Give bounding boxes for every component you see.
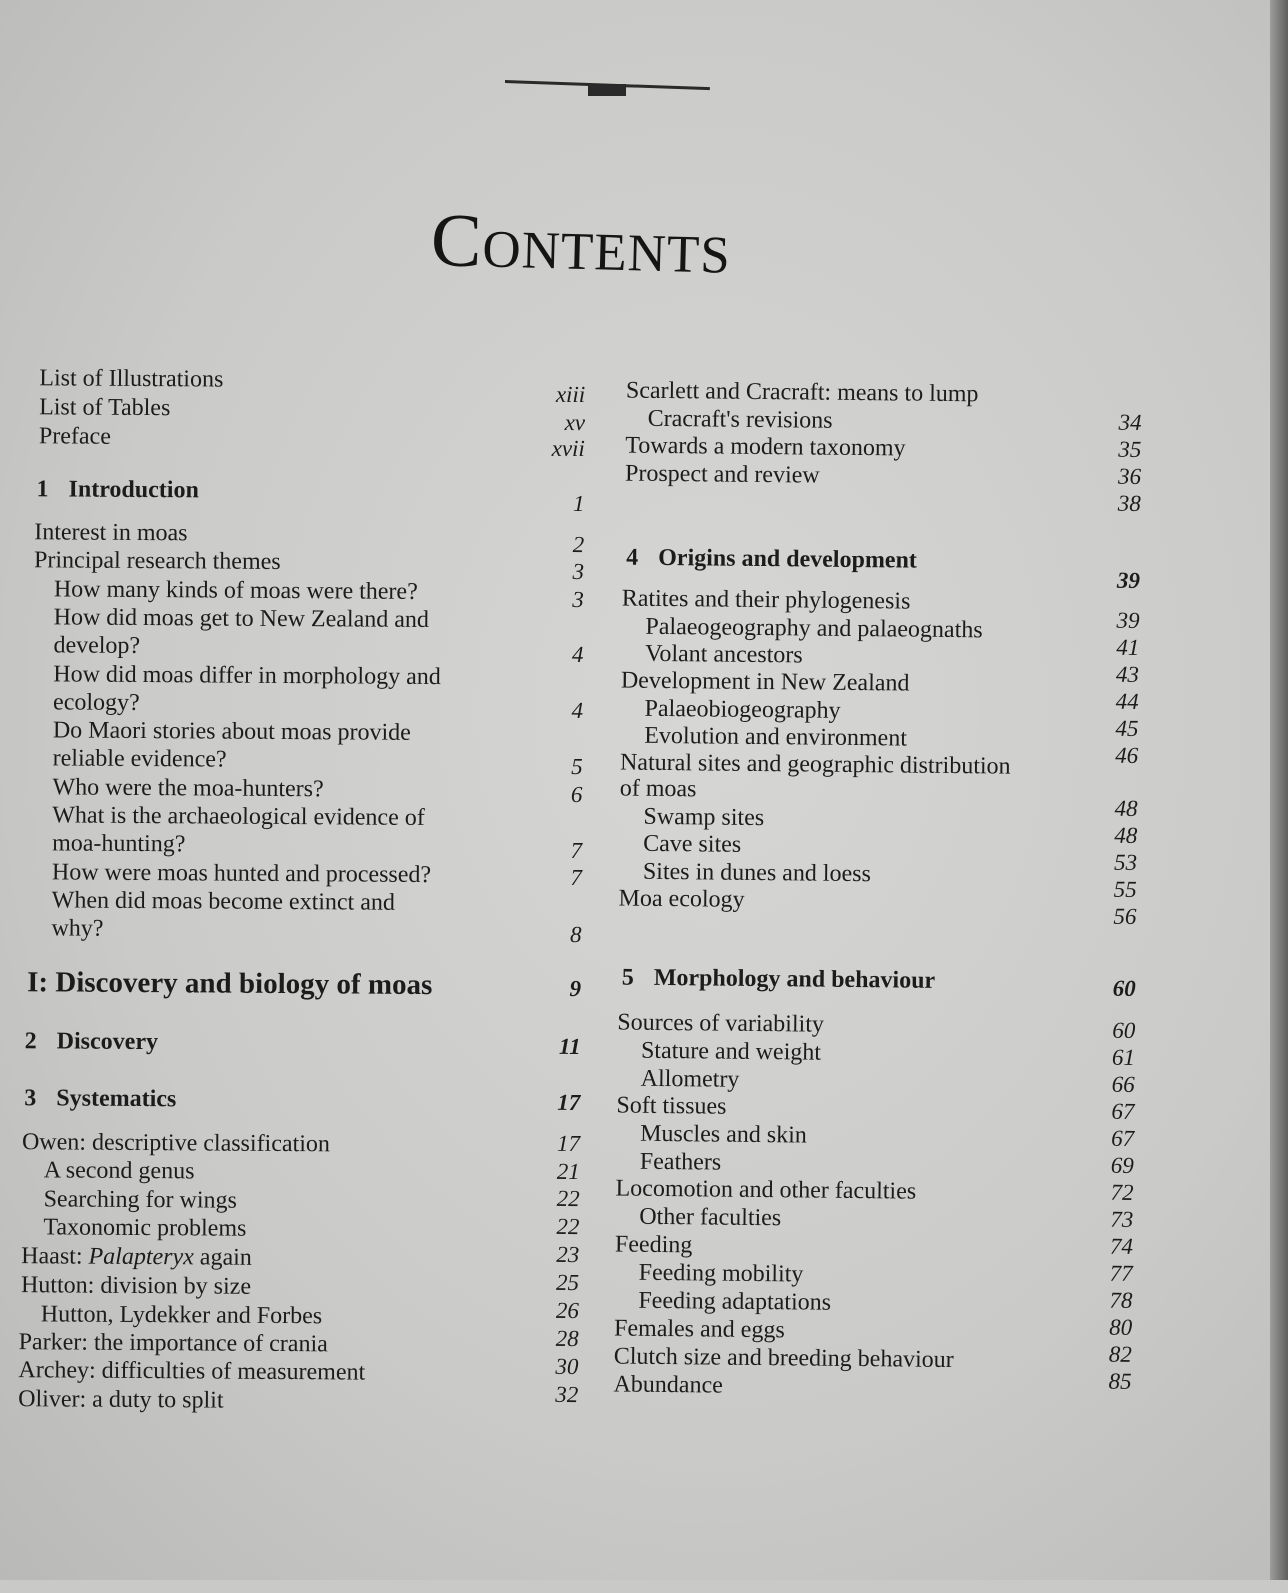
toc-entry: Owen: descriptive classification (21, 1129, 331, 1158)
toc-entry: Soft tissues (616, 1092, 727, 1120)
page-number: 4 (571, 642, 584, 668)
chapter-heading (626, 545, 917, 575)
toc-entry: Prospect and review (624, 460, 820, 489)
toc-subentry: Who were the moa-hunters? (52, 774, 324, 803)
page-number: 3 (572, 559, 585, 585)
toc-entry: Towards a modern taxonomy (625, 432, 906, 462)
page-number: 38 (1117, 490, 1141, 516)
chapter-number: 2 (24, 1028, 37, 1055)
toc-entry: Ratites and their phylogenesis (621, 585, 911, 615)
page-number: 7 (570, 865, 582, 891)
toc-entry: Preface (38, 423, 111, 450)
toc-entry: List of Illustrations (39, 365, 224, 393)
page-number: 22 (556, 1185, 580, 1212)
page-number: 69 (1110, 1152, 1134, 1178)
toc-subentry: Cave sites (643, 830, 742, 858)
page-number: 55 (1113, 876, 1137, 902)
page-number: 32 (555, 1381, 579, 1408)
toc-subentry-cont: moa-hunting? (52, 830, 186, 858)
chapter-heading (622, 965, 936, 995)
toc-subentry-cont: develop? (53, 632, 141, 659)
toc-entry: Locomotion and other faculties (615, 1175, 917, 1205)
toc-subentry: A second genus (43, 1157, 195, 1185)
page-number: 74 (1109, 1233, 1134, 1259)
page-number: 36 (1117, 463, 1142, 489)
page-number: 67 (1111, 1125, 1135, 1151)
toc-entry: List of Tables (39, 394, 171, 422)
page-number: 17 (557, 1089, 581, 1116)
toc-subentry: Feeding mobility (638, 1259, 804, 1288)
chapter-title: Systematics (56, 1085, 177, 1113)
toc-entry: Hutton: division by size (20, 1272, 252, 1300)
toc-subentry: Feeding adaptations (638, 1287, 832, 1316)
toc-subentry: Other faculties (639, 1203, 782, 1232)
toc-subentry: Palaeogeography and palaeognaths (645, 613, 983, 644)
page-number: 45 (1115, 715, 1139, 741)
toc-entry: Scarlett and Cracraft: means to lump (625, 377, 979, 408)
page-number: 48 (1114, 795, 1138, 821)
toc-entry: Interest in moas (34, 519, 188, 547)
page-number: 11 (558, 1033, 581, 1060)
toc-entry: Females and eggs (613, 1315, 785, 1344)
toc-subentry: Muscles and skin (640, 1120, 807, 1149)
toc-subentry: How did moas differ in morphology and (53, 661, 441, 691)
toc-subentry: Swamp sites (643, 803, 765, 832)
page-number: 66 (1111, 1071, 1135, 1097)
toc-entry: Parker: the importance of crania (18, 1329, 328, 1358)
toc-subentry: What is the archaeological evidence of (52, 802, 425, 831)
entry-text: again (193, 1244, 252, 1271)
page-number: 56 (1113, 903, 1137, 929)
page-number: 72 (1110, 1179, 1134, 1205)
toc-subentry: How many kinds of moas were there? (53, 576, 418, 605)
toc-entry-cont: of moas (619, 775, 697, 803)
page-number: 53 (1113, 849, 1138, 875)
toc-entry: Archey: difficulties of measurement (18, 1357, 366, 1386)
page-number: 2 (572, 532, 585, 558)
page-number: 25 (555, 1269, 580, 1296)
page-number: xv (564, 409, 586, 436)
chapter-number: 1 (36, 476, 49, 503)
page-number: 8 (569, 922, 582, 948)
page-number: 67 (1111, 1098, 1135, 1124)
toc-subentry-cont: reliable evidence? (52, 745, 227, 773)
page-number: 17 (556, 1130, 581, 1157)
page-number: 61 (1111, 1044, 1136, 1070)
toc-subentry: Hutton, Lydekker and Forbes (40, 1301, 323, 1330)
page-number: 82 (1108, 1341, 1133, 1367)
toc-subentry: Do Maori stories about moas provide (52, 717, 411, 746)
toc-entry: Abundance (613, 1371, 723, 1399)
toc-subentry: How were moas hunted and processed? (51, 859, 432, 889)
chapter-title: Origins and development (658, 544, 918, 574)
chapter-number: 4 (626, 544, 639, 571)
toc-subentry: Cracraft's revisions (647, 405, 833, 434)
page-number: 48 (1114, 822, 1138, 848)
toc-entry: Development in New Zealand (620, 667, 910, 697)
toc-subentry: Sites in dunes and loess (642, 858, 872, 888)
toc-subentry: Stature and weight (640, 1037, 822, 1066)
toc-subentry: Palaeobiogeography (644, 695, 841, 724)
page-number: 60 (1112, 975, 1136, 1001)
entry-text: Haast: (21, 1243, 89, 1270)
part-heading: I: Discovery and biology of moas (27, 966, 433, 1002)
chapter-title: Morphology and behaviour (653, 964, 936, 994)
page-number: 39 (1116, 567, 1141, 593)
chapter-number: 3 (24, 1085, 37, 1112)
page-number: 78 (1109, 1287, 1133, 1313)
toc-entry: Feeding (614, 1231, 693, 1259)
page-number: 5 (571, 754, 583, 780)
page-number: 9 (569, 976, 582, 1002)
page-number: 34 (1118, 409, 1142, 435)
page-number: 3 (572, 587, 584, 613)
page-number: xvii (551, 435, 585, 462)
toc-entry: Sources of variability (617, 1009, 825, 1038)
toc-subentry-cont: ecology? (53, 689, 140, 716)
toc-entry: Natural sites and geographic distribution (619, 749, 1011, 780)
toc-subentry-cont: why? (51, 915, 104, 942)
page-title: Contents (429, 198, 733, 290)
page-number: 73 (1110, 1206, 1134, 1232)
page-number: xiii (555, 381, 586, 408)
toc-subentry: Allometry (640, 1065, 740, 1093)
page-number: 30 (555, 1353, 579, 1380)
page-number: 46 (1115, 742, 1139, 768)
toc-entry: Clutch size and breeding behaviour (613, 1343, 954, 1374)
page-number: 35 (1118, 436, 1142, 462)
toc-entry: Oliver: a duty to split (18, 1386, 224, 1414)
page-number: 23 (556, 1241, 580, 1268)
page-number: 85 (1108, 1368, 1132, 1394)
page-number: 4 (571, 698, 584, 724)
page-number: 60 (1112, 1017, 1136, 1043)
page-number: 44 (1115, 688, 1139, 714)
page-number: 28 (555, 1325, 579, 1352)
chapter-title: Introduction (68, 476, 199, 504)
page-number: 22 (556, 1213, 580, 1240)
toc-subentry: When did moas become extinct and (51, 887, 396, 916)
toc-entry: Principal research themes (33, 547, 281, 575)
chapter-number: 5 (621, 964, 634, 991)
toc-subentry: Taxonomic problems (43, 1214, 247, 1242)
page-number: 26 (555, 1297, 579, 1324)
chapter-title: Discovery (56, 1028, 159, 1056)
page-number: 6 (570, 782, 583, 808)
toc-entry: Moa ecology (618, 885, 745, 913)
toc-subentry: Evolution and environment (644, 722, 908, 752)
toc-subentry: How did moas get to New Zealand and (53, 604, 430, 634)
page-number: 39 (1116, 607, 1140, 633)
page-number: 41 (1116, 634, 1140, 660)
entry-text-italic: Palapteryx (88, 1243, 194, 1271)
toc-subentry: Searching for wings (43, 1186, 238, 1214)
page-number: 1 (572, 491, 585, 517)
page-number: 77 (1109, 1260, 1133, 1286)
page-number: 7 (570, 838, 583, 864)
toc-subentry: Volant ancestors (645, 640, 803, 669)
page-number: 21 (556, 1158, 580, 1185)
page-number: 80 (1109, 1314, 1133, 1340)
page-number: 43 (1115, 661, 1140, 687)
toc-subentry: Feathers (639, 1148, 722, 1176)
